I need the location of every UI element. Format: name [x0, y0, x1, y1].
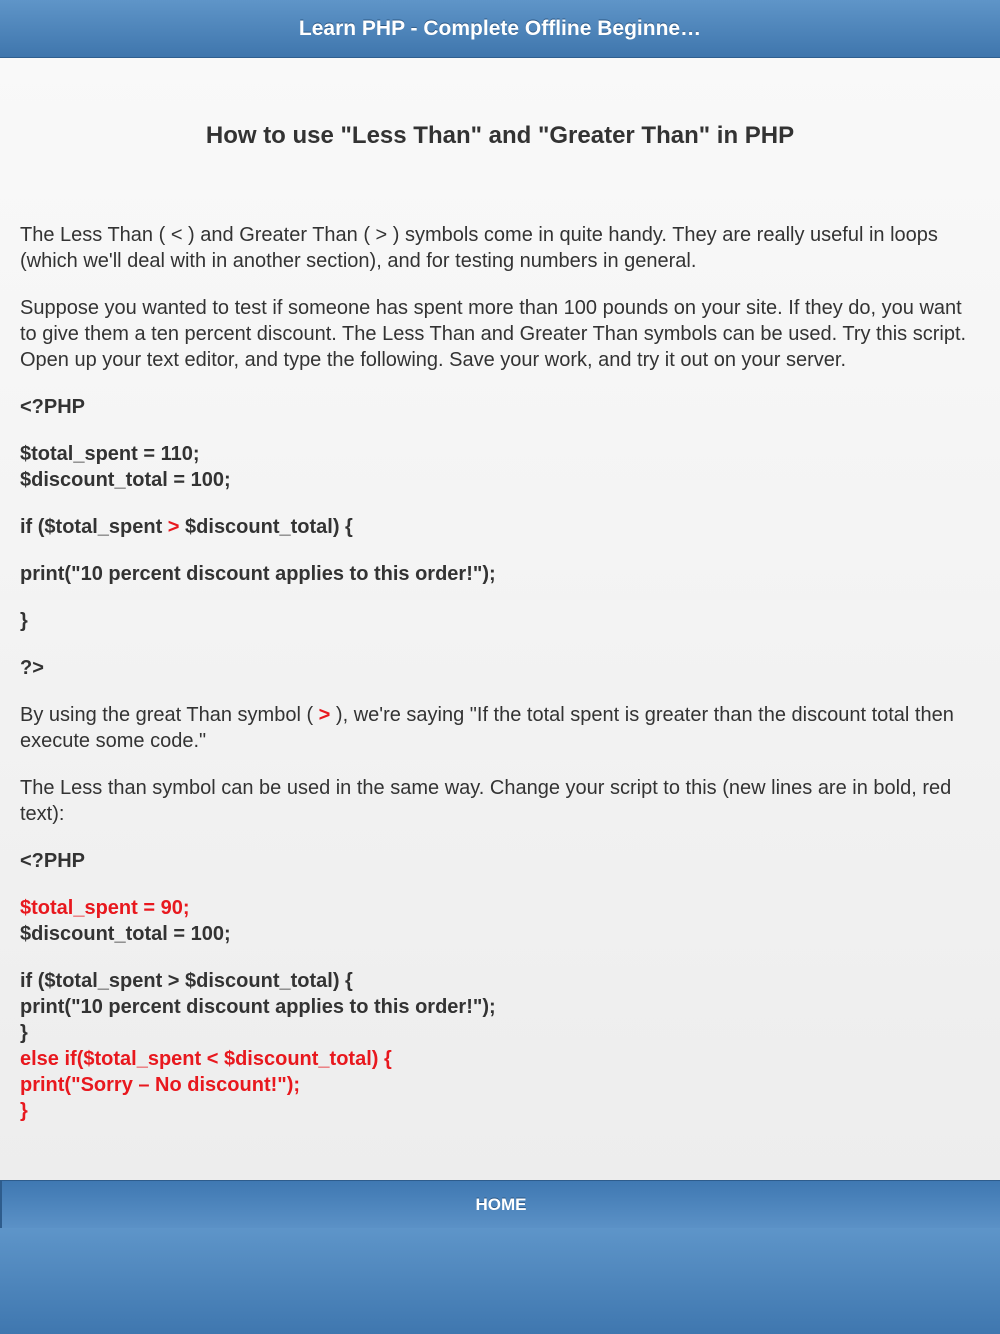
scenario-paragraph: Suppose you wanted to test if someone has spent more than 100 pounds on your site. If they do, you want to give them a ten percent discount. The Less Than and Greater Than symbols can be used. Try this script. Open up your text editor, and type the following. Save your work, and try it out on your server.: [20, 297, 967, 371]
code-line: $discount_total = 100;: [20, 923, 231, 945]
code-line: ?>: [20, 657, 44, 679]
app-title: Learn PHP - Complete Offline Beginne…: [298, 16, 702, 40]
code-variables: [20, 441, 980, 493]
title-bar: [0, 0, 1000, 58]
bottom-bar: [0, 1228, 1000, 1334]
code-text: if ($total_spent: [20, 516, 168, 538]
code-line-new: else if($total_spent < $discount_total) {: [20, 1048, 392, 1070]
greater-than-operator: >: [167, 516, 180, 538]
greater-than-symbol: >: [318, 704, 331, 726]
code-line: <?PHP: [20, 396, 86, 418]
page-title: How to use "Less Than" and "Greater Than" in PHP: [205, 122, 795, 149]
code-close-brace: [20, 608, 980, 634]
code-text: $discount_total) {: [179, 516, 353, 538]
home-tab[interactable]: [0, 1180, 1000, 1228]
code-line: $discount_total = 100;: [20, 469, 231, 491]
code-line: print("10 percent discount applies to this order!");: [20, 563, 496, 585]
code-print: [20, 561, 980, 587]
code2-conditions: [20, 968, 980, 1124]
text: By using the great Than symbol (: [20, 704, 319, 726]
text: ), we're saying "If the total spent is greater than the discount total then execute some code.": [20, 704, 954, 752]
article-content[interactable]: [0, 58, 1000, 1180]
home-tab-label: HOME: [475, 1194, 527, 1214]
explanation-paragraph: [20, 702, 980, 754]
code-line-new: $total_spent = 90;: [20, 897, 190, 919]
code-close-tag: [20, 655, 980, 681]
code-line: print("10 percent discount applies to this order!");: [20, 996, 496, 1018]
code-line: if ($total_spent > $discount_total) {: [20, 970, 353, 992]
code-line: [20, 514, 980, 540]
code-line: $total_spent = 110;: [20, 443, 200, 465]
code-line: }: [20, 1022, 28, 1044]
code-line: }: [20, 610, 28, 632]
less-than-paragraph: The Less than symbol can be used in the same way. Change your script to this (new lines are in bold, red text):: [20, 777, 952, 825]
code-if-statement: [20, 514, 980, 540]
code2-open-tag: [20, 848, 980, 874]
code-open-tag: [20, 394, 980, 420]
code2-variables: [20, 895, 980, 947]
intro-paragraph: The Less Than ( < ) and Greater Than ( > ) symbols come in quite handy. They are really useful in loops (which we'll deal with in another section), and for testing numbers in general.: [20, 224, 938, 272]
code-line-new: print("Sorry – No discount!");: [20, 1074, 301, 1096]
code-line-new: }: [20, 1100, 28, 1122]
code-line: <?PHP: [20, 850, 86, 872]
